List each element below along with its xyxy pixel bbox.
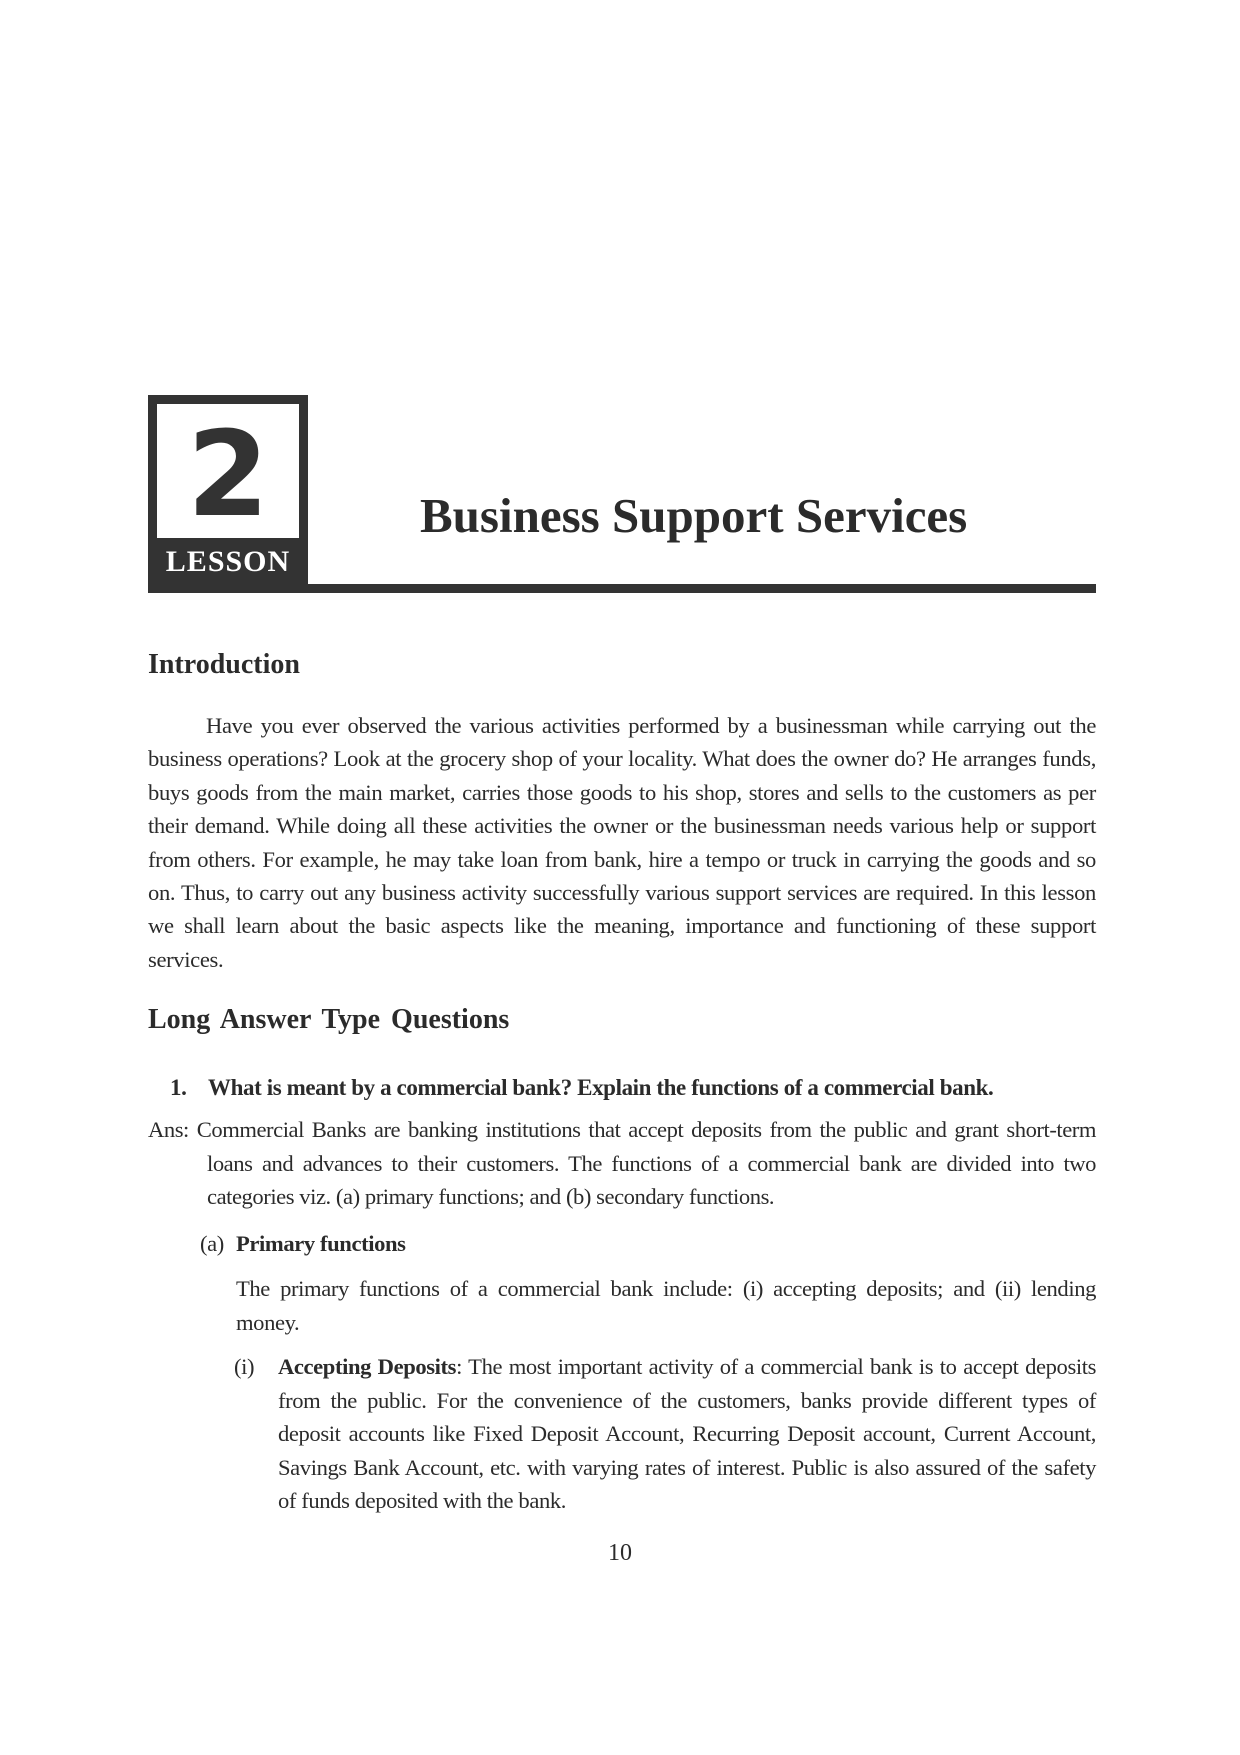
answer-paragraph: Ans: Commercial Banks are banking institutions that accept deposits from the public and grant short-term loans and advances to their customers. The functions of a commercial bank are divided into two categories viz. (a) primary functions; and (b) secondary functions. (148, 1117, 1096, 1209)
item-heading: Accepting Deposits (278, 1354, 457, 1379)
sub-marker: (a) (200, 1231, 224, 1256)
title-rule (148, 584, 1096, 593)
chapter-title: Business Support Services (420, 488, 968, 543)
lesson-number: 2 (186, 405, 270, 543)
item-text: : The most important activity of a commercial bank is to accept deposits from the public. For the convenience of the customers, banks provide different types of deposit accounts like Fixed Deposit Account, Recurring Deposit account, Current Account, Savings Bank Account, etc. with varying rates of interest. Public is also assured of the safety of funds deposited with the bank. (278, 1354, 1096, 1514)
lesson-label: LESSON (165, 545, 291, 578)
lesson-number-box (157, 404, 299, 543)
item-marker: (i) (234, 1354, 255, 1379)
question-1 (170, 1071, 1096, 1105)
question-number: 1. (170, 1075, 187, 1100)
lesson-badge (148, 395, 308, 593)
introduction-heading: Introduction (148, 649, 300, 680)
primary-functions-heading (200, 1227, 406, 1261)
primary-functions-paragraph: The primary functions of a commercial bank include: (i) accepting deposits; and (ii) lending money. (236, 1276, 1096, 1335)
accepting-deposits-item (234, 1350, 1096, 1518)
long-answer-heading: Long Answer Type Questions (148, 1004, 510, 1035)
introduction-paragraph: Have you ever observed the various activities performed by a businessman while carrying out the business operations? Look at the grocery shop of your locality. What does the owner do? He arranges funds, buys goods from the main market, carries those goods to his shop, stores and sells to the customers as per their demand. While doing all these activities the owner or the businessman needs various help or support from others. For example, he may take loan from bank, hire a tempo or truck in carrying the goods and so on. Thus, to carry out any business activity successfully various support services are required. In this lesson we shall learn about the basic aspects like the meaning, importance and functioning of these support services. (148, 713, 1096, 972)
question-text: What is meant by a commercial bank? Explain the functions of a commercial bank. (208, 1075, 994, 1100)
page-number: 10 (608, 1540, 632, 1566)
sub-heading-text: Primary functions (236, 1231, 406, 1256)
